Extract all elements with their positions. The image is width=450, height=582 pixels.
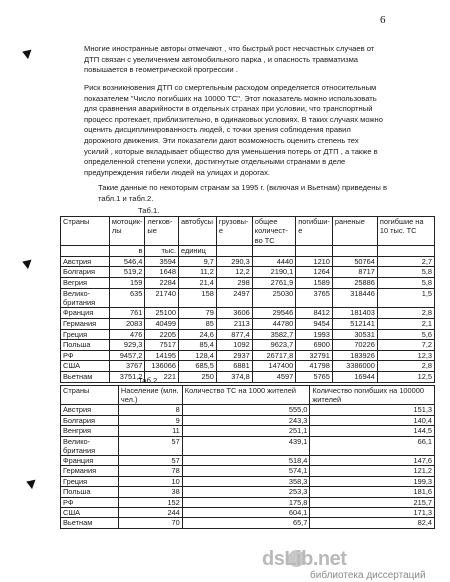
table1-value-cell: 1210 (296, 256, 333, 267)
table1-value-cell: 4440 (252, 256, 295, 267)
table2-header-row (61, 386, 435, 405)
page-number: 6 (380, 14, 386, 26)
table2-body (61, 405, 435, 528)
table1-value-cell: 5765 (296, 371, 333, 382)
table2-header: Страны (61, 386, 119, 405)
table2-row (61, 415, 435, 425)
table1-country-cell: Франция (61, 308, 110, 319)
table1-value-cell: 21740 (145, 288, 179, 308)
table1-body (61, 256, 435, 382)
table1-row (61, 350, 435, 361)
table1-value-cell: 1589 (296, 278, 333, 289)
table1-header: легков-ые (145, 217, 179, 246)
table1-value-cell: 877,4 (216, 329, 252, 340)
table1-value-cell: 3606 (216, 308, 252, 319)
table1-value-cell: 250 (179, 371, 217, 382)
table1-unit: единиц (179, 246, 217, 257)
table1-value-cell: 7,2 (377, 340, 434, 351)
table1-row (61, 371, 435, 382)
table1-value-cell: 183926 (332, 350, 377, 361)
table2-value-cell: 171,3 (310, 507, 435, 517)
table1-unit (252, 246, 295, 257)
table2-value-cell: 78 (118, 466, 182, 476)
table1-caption: Таб.1. (138, 206, 160, 215)
table1-value-cell: 3765 (296, 288, 333, 308)
table2-value-cell: 358,3 (182, 476, 310, 486)
table1-value-cell: 79 (179, 308, 217, 319)
table2-value-cell: 147,6 (310, 455, 435, 465)
table1-units-row (61, 246, 435, 257)
table1-value-cell: 3386000 (332, 361, 377, 372)
table1-value-cell: 3751,2 (109, 371, 145, 382)
table2-row (61, 466, 435, 476)
table1-unit (296, 246, 333, 257)
table1-value-cell: 24,6 (179, 329, 217, 340)
table1-value-cell: 929,3 (109, 340, 145, 351)
table1-value-cell: 5,6 (377, 329, 434, 340)
table2-caption: Таб.2. (138, 376, 160, 385)
table2-value-cell: 215,7 (310, 497, 435, 507)
table1-row (61, 288, 435, 308)
table2-row (61, 518, 435, 528)
table1-unit (216, 246, 252, 257)
table1-row (61, 319, 435, 330)
table2-value-cell: 38 (118, 487, 182, 497)
table1-value-cell: 5,8 (377, 278, 434, 289)
watermark-title: dsLib.net (262, 548, 347, 570)
table2-value-cell: 152 (118, 497, 182, 507)
table2-value-cell: 9 (118, 415, 182, 425)
table2-value-cell: 144,5 (310, 426, 435, 436)
table1-row (61, 340, 435, 351)
table1-value-cell: 318446 (332, 288, 377, 308)
table2-value-cell: 518,4 (182, 455, 310, 465)
table2-value-cell: 65,7 (182, 518, 310, 528)
table2-row (61, 455, 435, 465)
table1-value-cell: 685,5 (179, 361, 217, 372)
table2-value-cell: 121,2 (310, 466, 435, 476)
table2-country-cell: Болгария (61, 415, 119, 425)
table1 (60, 216, 435, 383)
table1-row (61, 278, 435, 289)
table1-header: раненые (332, 217, 377, 246)
table1-value-cell: 3767 (109, 361, 145, 372)
table1-header: общее количест-во ТС (252, 217, 295, 246)
table1-value-cell: 16944 (332, 371, 377, 382)
table2-country-cell: Австрия (61, 405, 119, 415)
table1-country-cell: Вегрия (61, 278, 110, 289)
table1-value-cell: 70226 (332, 340, 377, 351)
table1-country-cell: Вьетнам (61, 371, 110, 382)
table1-value-cell: 25886 (332, 278, 377, 289)
table1-row (61, 267, 435, 278)
table2-row (61, 426, 435, 436)
table1-row (61, 308, 435, 319)
table1-value-cell: 2,8 (377, 361, 434, 372)
table2-value-cell: 604,1 (182, 507, 310, 517)
table1-country-cell: Германия (61, 319, 110, 330)
table1-row (61, 329, 435, 340)
table1-value-cell: 136066 (145, 361, 179, 372)
table1-value-cell: 8717 (332, 267, 377, 278)
table1-country-cell: Греция (61, 329, 110, 340)
table1-value-cell: 4597 (252, 371, 295, 382)
paragraph-intro: Многие иностранные авторы отмечают , что быстрый рост несчастных случаев от ДТП связан с увеличением автомобильного парка , и опасность травматизма повышается в геометрической прогрессии . (84, 44, 375, 75)
table1-value-cell: 2205 (145, 329, 179, 340)
table1-value-cell: 30531 (332, 329, 377, 340)
table1-unit (332, 246, 377, 257)
table1-country-cell: Польша (61, 340, 110, 351)
table1-value-cell: 9623,7 (252, 340, 295, 351)
table1-value-cell: 2113 (216, 319, 252, 330)
table1-value-cell: 44780 (252, 319, 295, 330)
table2-header: Количество ТС на 1000 жителей (182, 386, 310, 405)
table2-header: Количество погибших на 100000 жителей (310, 386, 435, 405)
margin-mark (25, 477, 36, 489)
table1-value-cell: 1648 (145, 267, 179, 278)
table1-value-cell: 8412 (296, 308, 333, 319)
table1-value-cell: 25100 (145, 308, 179, 319)
table1-value-cell: 181403 (332, 308, 377, 319)
table1-value-cell: 158 (179, 288, 217, 308)
table2-header: Население (млн. чел.) (118, 386, 182, 405)
table1-row (61, 361, 435, 372)
table1-value-cell: 635 (109, 288, 145, 308)
table2-value-cell: 57 (118, 455, 182, 465)
margin-mark (21, 47, 32, 59)
table2-country-cell: США (61, 507, 119, 517)
table1-unit (61, 246, 110, 257)
table2-country-cell: Польша (61, 487, 119, 497)
table2-value-cell: 57 (118, 436, 182, 455)
table1-country-cell: Велико-британия (61, 288, 110, 308)
paragraph-tables-ref: Такие данные по некоторым странам за 1995 г. (включая и Вьетнам) приведены в табл.1 и табл.2. (98, 183, 388, 203)
watermark-logo (262, 548, 447, 580)
table1-header: грузовы-е (216, 217, 252, 246)
table1-value-cell: 3594 (145, 256, 179, 267)
table1-value-cell: 2,1 (377, 319, 434, 330)
watermark-subtitle: библиотека диссертаций (310, 570, 426, 581)
margin-mark (21, 257, 32, 269)
table1-value-cell: 1,5 (377, 288, 434, 308)
table1-header: погибшие на 10 тыс. ТС (377, 217, 434, 246)
table2-country-cell: РФ (61, 497, 119, 507)
table1-value-cell: 290,3 (216, 256, 252, 267)
table1-value-cell: 512141 (332, 319, 377, 330)
table1-value-cell: 6881 (216, 361, 252, 372)
table1-value-cell: 519,2 (109, 267, 145, 278)
table1-value-cell: 1264 (296, 267, 333, 278)
table1-value-cell: 2190,1 (252, 267, 295, 278)
table1-value-cell: 40499 (145, 319, 179, 330)
table1-country-cell: Австрия (61, 256, 110, 267)
table2-value-cell: 243,3 (182, 415, 310, 425)
table1-value-cell: 1092 (216, 340, 252, 351)
table1-value-cell: 2,7 (377, 256, 434, 267)
table2-country-cell: Германия (61, 466, 119, 476)
table2-value-cell: 199,3 (310, 476, 435, 486)
table2-value-cell: 574,1 (182, 466, 310, 476)
table2-row (61, 436, 435, 455)
table1-header: Страны (61, 217, 110, 246)
table2-value-cell: 253,3 (182, 487, 310, 497)
table1-value-cell: 7517 (145, 340, 179, 351)
table1-value-cell: 2083 (109, 319, 145, 330)
table1-value-cell: 12,3 (377, 350, 434, 361)
table1-value-cell: 9454 (296, 319, 333, 330)
table1-value-cell: 41798 (296, 361, 333, 372)
table1-unit (377, 246, 434, 257)
table1-header-row (61, 217, 435, 246)
table1-value-cell: 546,4 (109, 256, 145, 267)
table2-country-cell: Греция (61, 476, 119, 486)
table2-value-cell: 66,1 (310, 436, 435, 455)
table1-value-cell: 6900 (296, 340, 333, 351)
table1-value-cell: 2284 (145, 278, 179, 289)
table1-value-cell: 2761,9 (252, 278, 295, 289)
table1-country-cell: РФ (61, 350, 110, 361)
table2-value-cell: 181,6 (310, 487, 435, 497)
table1-value-cell: 32791 (296, 350, 333, 361)
table2-country-cell: Велико-британия (61, 436, 119, 455)
table1-value-cell: 298 (216, 278, 252, 289)
table2-country-cell: Венгрия (61, 426, 119, 436)
table1-row (61, 256, 435, 267)
table1-value-cell: 12,2 (216, 267, 252, 278)
table1-country-cell: США (61, 361, 110, 372)
table2-value-cell: 10 (118, 476, 182, 486)
table2-row (61, 507, 435, 517)
table1-header: автобусы (179, 217, 217, 246)
table1-value-cell: 2,8 (377, 308, 434, 319)
table1-value-cell: 2937 (216, 350, 252, 361)
table2-value-cell: 140,4 (310, 415, 435, 425)
table1-value-cell: 147400 (252, 361, 295, 372)
table1-header: погибши-е (296, 217, 333, 246)
table1-value-cell: 25030 (252, 288, 295, 308)
table2-value-cell: 244 (118, 507, 182, 517)
table1-value-cell: 3582,7 (252, 329, 295, 340)
table1-unit: тыс. (145, 246, 179, 257)
table1-value-cell: 50764 (332, 256, 377, 267)
table1-value-cell: 761 (109, 308, 145, 319)
paragraph-risk: Риск возникновения ДТП со смертельным расходом определяется относительным показателем "Число погибших на 10000 ТС". Этот показатель можно использовать для сравнения аварийности в отдельных странах при условии, что транспортный процесс протекает, приблизительно, в одинаковых условиях. В таких случаях можно оценить дисциплинированность людей, с точки зрения соблюдения правил дорожного движения. Эти показатели дают возможность оценить степень тех усилий , которые вкладывает общество для уменьшения потерь от ДТП , а также в определенной степени успехи, достигнутые отдельными странами в деле предупреждения гибели людей на улицах и дорогах. (84, 83, 383, 177)
table2-value-cell: 439,1 (182, 436, 310, 455)
table1-country-cell: Болгария (61, 267, 110, 278)
table2-value-cell: 82,4 (310, 518, 435, 528)
table1-unit: в (109, 246, 145, 257)
table1-value-cell: 85 (179, 319, 217, 330)
table1-value-cell: 11,2 (179, 267, 217, 278)
table1-value-cell: 29546 (252, 308, 295, 319)
table1-value-cell: 2497 (216, 288, 252, 308)
table1-value-cell: 9457,2 (109, 350, 145, 361)
table1-value-cell: 1993 (296, 329, 333, 340)
table1-value-cell: 21,4 (179, 278, 217, 289)
table1-value-cell: 26717,8 (252, 350, 295, 361)
table1-value-cell: 221 (145, 371, 179, 382)
table2-value-cell: 70 (118, 518, 182, 528)
table2-row (61, 487, 435, 497)
table2-country-cell: Франция (61, 455, 119, 465)
table2-value-cell: 555,0 (182, 405, 310, 415)
table2-value-cell: 8 (118, 405, 182, 415)
table1-header: мотоцик-лы (109, 217, 145, 246)
table2-row (61, 497, 435, 507)
table2-value-cell: 175,8 (182, 497, 310, 507)
table1-value-cell: 159 (109, 278, 145, 289)
table2 (60, 385, 435, 529)
table2-value-cell: 151,3 (310, 405, 435, 415)
table2-row (61, 405, 435, 415)
table1-value-cell: 12,5 (377, 371, 434, 382)
table1-value-cell: 9,7 (179, 256, 217, 267)
table1-value-cell: 85,4 (179, 340, 217, 351)
table1-value-cell: 374,8 (216, 371, 252, 382)
table1-value-cell: 476 (109, 329, 145, 340)
table2-value-cell: 251,1 (182, 426, 310, 436)
table2-row (61, 476, 435, 486)
table2-value-cell: 11 (118, 426, 182, 436)
table1-value-cell: 128,4 (179, 350, 217, 361)
table1-value-cell: 5,8 (377, 267, 434, 278)
table2-country-cell: Вьетнам (61, 518, 119, 528)
table1-value-cell: 14195 (145, 350, 179, 361)
